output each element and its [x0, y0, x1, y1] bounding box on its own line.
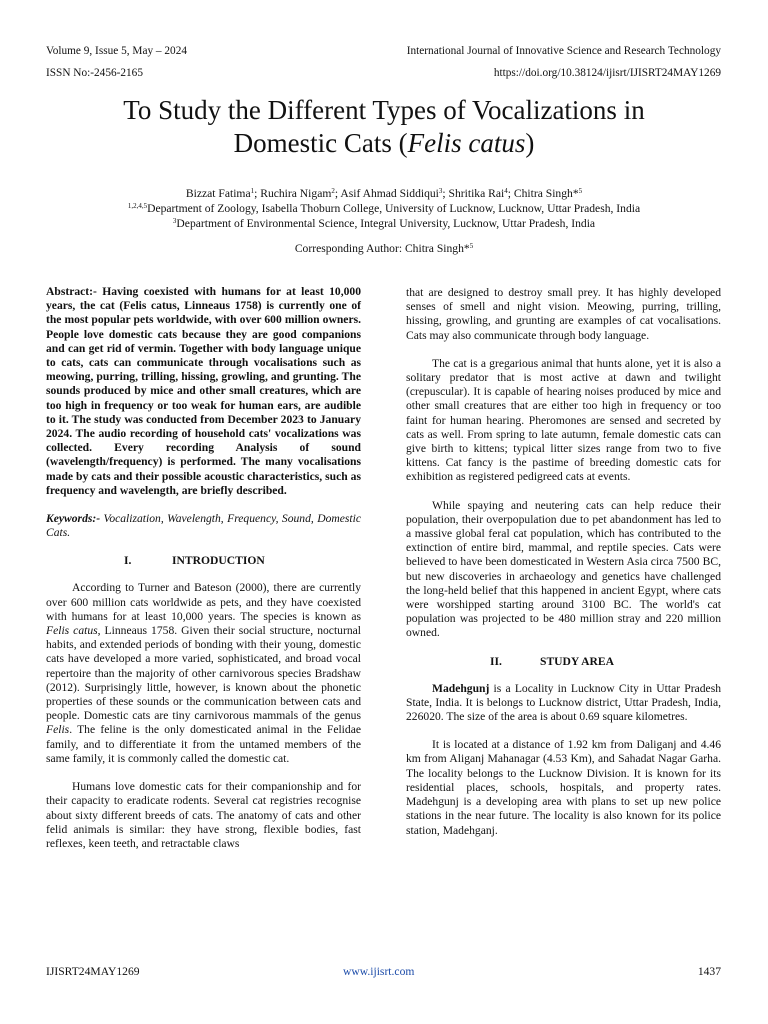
intro-paragraph-1: According to Turner and Bateson (2000), there are currently over 600 million cats worldwide as pets, and they have coexisted with humans for at least 10,000 years. The species is known as Felis catus, Linneaus 1758. Given their social structure, nocturnal habits, and extended periods of bonding with their young, domestic cats have developed a more varied, sophisticated, and broad vocal repertoire than the majority of other carnivorous species Bradshaw (2012). Surprisingly little, however, is known about the phonetic properties of these sounds or the communication between cats and people. Domestic cats are tiny carnivorous mammals of the genus Felis. The feline is the only domesticated animal in the Felidae family, and to differentiate it from the untamed members of the same family, it is commonly called the domestic cat. — [46, 581, 361, 765]
affiliation-2: $^3$Department of Environmental Science, Integral University, Lucknow, Uttar Pradesh, India — [172, 217, 596, 230]
intro-paragraph-3: The cat is a gregarious animal that hunts alone, yet it is also a solitary predator that is most active at dawn and twilight (crepuscular). It is capable of hearing noises produced by mice and other small creatures that are either too high in frequency or too faint for human hearing. Pheromones are sensed and secreted by cats as well. From spring to late autumn, female domestic cats can give birth to kittens; typical litter sizes range from two to five kittens. Cat fancy is the pastime of breeding domestic cats for exhibition as registered pedigreed cats at events. — [406, 356, 721, 484]
paper-title — [40, 94, 728, 160]
section-heading-introduction: I. INTRODUCTION — [124, 554, 265, 568]
section-heading-study-area: II. STUDY AREA — [490, 654, 614, 668]
title-line-1: To Study the Different Types of Vocalizations in — [123, 95, 645, 125]
intro-paragraph-4: While spaying and neutering cats can help reduce their population, their overpopulation due to pet abandonment has led to a massive global feral cat population, which has contributed to the extinction of entire bird, mammal, and reptile species. Cats were believed to have been domesticated in Western Asia circa 7500 BC, but new discoveries in archaeology and genetics have challenged the long-held belief that this happened in ancient Egypt, where cats were worshipped starting around 3100 BC. The world's cat population was projected to be 480 million stray and 220 million owned. — [406, 498, 721, 640]
title-line-2: Domestic Cats (Felis catus) — [233, 128, 535, 158]
intro-paragraph-2: Humans love domestic cats for their companionship and for their capacity to eradicate rodents. Several cat registries recognise about sixty different breeds of cats. The anatomy of cats and other felid animals is similar: they have strong, flexible bodies, fast reflexes, keen teeth, and retractable claws — [46, 780, 361, 850]
corresponding-author: Corresponding Author: Chitra Singh*$^5$ — [294, 242, 474, 255]
journal-name: International Journal of Innovative Science and Research Technology — [406, 45, 721, 57]
footer-article-id: IJISRT24MAY1269 — [46, 965, 140, 978]
footer-website-link[interactable]: www.ijisrt.com — [343, 965, 415, 978]
issn: ISSN No:-2456-2165 — [46, 67, 143, 79]
author-block — [40, 186, 728, 256]
journal-volume: Volume 9, Issue 5, May – 2024 — [46, 45, 187, 57]
study-area-paragraph-1: Madehgunj is a Locality in Lucknow City in Uttar Pradesh State, India. It is belongs to Lucknow district, Uttar Pradesh, India, 226020. The size of the area is about 0.69 square kilometres. — [406, 681, 721, 724]
study-area-paragraph-2: It is located at a distance of 1.92 km from Daliganj and 4.46 km from Aliganj Mahanagar (4.53 Km), and Sahadat Nagar Garha. The locality belongs to the Lucknow Division. It is known for its residential places, schools, hospitals, and property rates. Madehgunj is a developing area with plans to set up new police stations in the near future. The locality is also known for its police station, Madehganj. — [406, 738, 721, 837]
left-column — [46, 285, 361, 851]
abstract: Abstract:- Having coexisted with humans for at least 10,000 years, the cat (Felis catus, Linneaus 1758) is currently one of the most popular pets worldwide, with over 600 million owners. People love domestic cats because they are good companions and can get rid of vermin. Together with body language unique to cats, cats can communicate through vocalisations such as meowing, purring, trilling, hissing, growling, and grunting. The sounds produced by mice and other small creatures, which are too high in frequency or too weak for human ears, are audible to it. The study was conducted from December 2023 to January 2024. The audio recording of household cats' vocalizations was collected. Every recording Analysis of sound (wavelength/frequency) is performed. The many vocalisations made by cats and their possible acoustic characteristics, such as frequency and wavelength, are briefly described. — [46, 285, 361, 497]
author-list: Bizzat Fatima$^1$; Ruchira Nigam$^2$; Asif Ahmad Siddiqui$^3$; Shritika Rai$^4$; Chitra Singh*$^5$ — [185, 187, 583, 200]
intro-paragraph-2-continued: that are designed to destroy small prey. It has highly developed senses of smell and night vision. Meowing, purring, trilling, hissing, growling, and grunting are examples of cat vocalisations. Cats may also communicate through body language. — [406, 286, 721, 342]
keywords: Keywords:- Vocalization, Wavelength, Frequency, Sound, Domestic Cats. — [46, 512, 361, 540]
right-column — [406, 286, 721, 838]
affiliation-1: $^{1,2,4,5}$Department of Zoology, Isabella Thoburn College, University of Lucknow, Lucknow, Uttar Pradesh, India — [127, 202, 641, 215]
doi-link[interactable]: https://doi.org/10.38124/ijisrt/IJISRT24MAY1269 — [493, 67, 721, 79]
page-number: 1437 — [697, 965, 721, 978]
